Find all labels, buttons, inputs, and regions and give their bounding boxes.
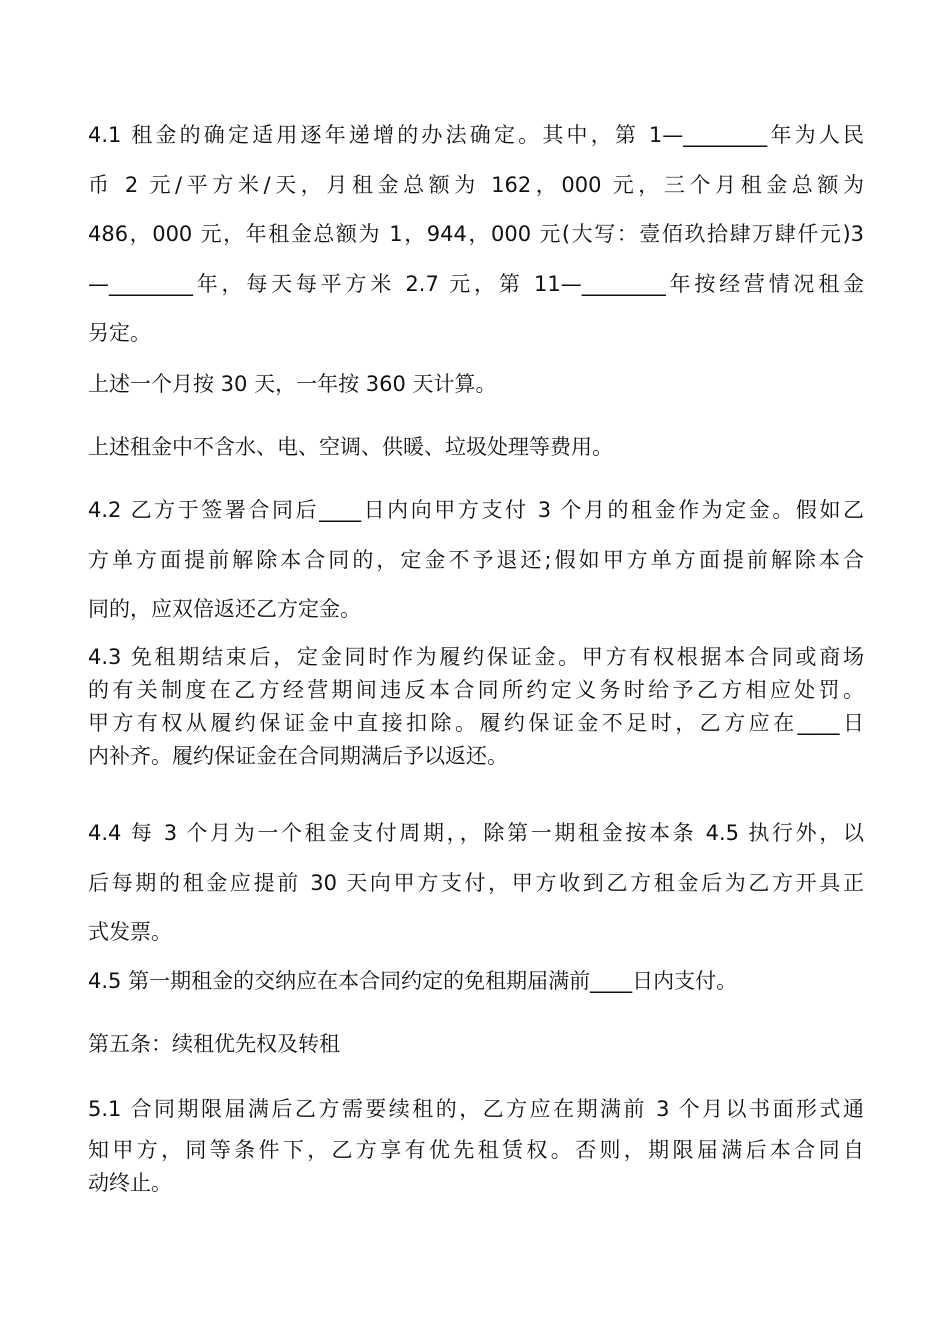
- clause-4-3-line-1: 4.3 免租期结束后，定金同时作为履约保证金。甲方有权根据本合同或商场: [88, 645, 864, 669]
- excluded-fees-line: 上述租金中不含水、电、空调、供暖、垃圾处理等费用。: [88, 435, 613, 459]
- clause-5-1-line-3: 动终止。: [88, 1171, 172, 1195]
- clause-4-3-line-4: 内补齐。履约保证金在合同期满后予以返还。: [88, 744, 508, 768]
- clause-4-1-line-3: 486，000 元，年租金总额为 1，944，000 元(大写：壹佰玖拾肆万肆仟元)3: [88, 222, 864, 246]
- clause-4-1-line-2: 币 2 元/平方米/天，月租金总额为 162，000 元，三个月租金总额为: [88, 172, 864, 197]
- excluded-fees-note: [88, 423, 864, 473]
- clause-4-1-line-1: 4.1 租金的确定适用逐年递增的办法确定。其中，第 1—________年为人民: [88, 123, 864, 147]
- clause-4-2-line-2: 方单方面提前解除本合同的，定金不予退还;假如甲方单方面提前解除本合: [88, 547, 864, 572]
- clause-4-3-line-2: 的有关制度在乙方经营期间违反本合同所约定义务时给予乙方相应处罚。: [88, 678, 864, 702]
- clause-4-3-line-3: 甲方有权从履约保证金中直接扣除。履约保证金不足时，乙方应在____日: [88, 711, 864, 735]
- clause-5-1-line-1: 5.1 合同期限届满后乙方需要续租的，乙方应在期满前 3 个月以书面形式通: [88, 1097, 864, 1121]
- clause-4-5: [88, 957, 864, 1007]
- clause-4-5-line: 4.5 第一期租金的交纳应在本合同约定的免租期届满前____日内支付。: [88, 969, 738, 993]
- clause-4-2-line-3: 同的，应双倍返还乙方定金。: [88, 597, 361, 621]
- clause-5-1: [88, 1085, 864, 1200]
- clause-4-2-line-1: 4.2 乙方于签署合同后____日内向甲方支付 3 个月的租金作为定金。假如乙: [88, 498, 864, 522]
- clause-4-4: [88, 809, 864, 958]
- article-5-title: 第五条：续租优先权及转租: [88, 1032, 340, 1056]
- clause-4-2: [88, 486, 864, 635]
- clause-4-4-line-2: 后每期的租金应提前 30 天向甲方支付，甲方收到乙方租金后为乙方开具正: [88, 870, 864, 895]
- month-basis-line: 上述一个月按 30 天，一年按 360 天计算。: [88, 372, 497, 396]
- clause-4-1-line-4: —________年，每天每平方米 2.7 元，第 11—________年按经营情况租金: [88, 271, 864, 296]
- clause-4-4-line-1: 4.4 每 3 个月为一个租金支付周期，，除第一期租金按本条 4.5 执行外，以: [88, 821, 864, 845]
- clause-4-1-line-5: 另定。: [88, 321, 151, 345]
- clause-4-3: [88, 641, 864, 773]
- clause-4-4-line-3: 式发票。: [88, 920, 172, 944]
- month-basis-note: [88, 360, 864, 410]
- clause-5-1-line-2: 知甲方，同等条件下，乙方享有优先租赁权。否则，期限届满后本合同自: [88, 1138, 864, 1162]
- article-5-heading: [88, 1020, 864, 1070]
- clause-4-1: [88, 111, 864, 359]
